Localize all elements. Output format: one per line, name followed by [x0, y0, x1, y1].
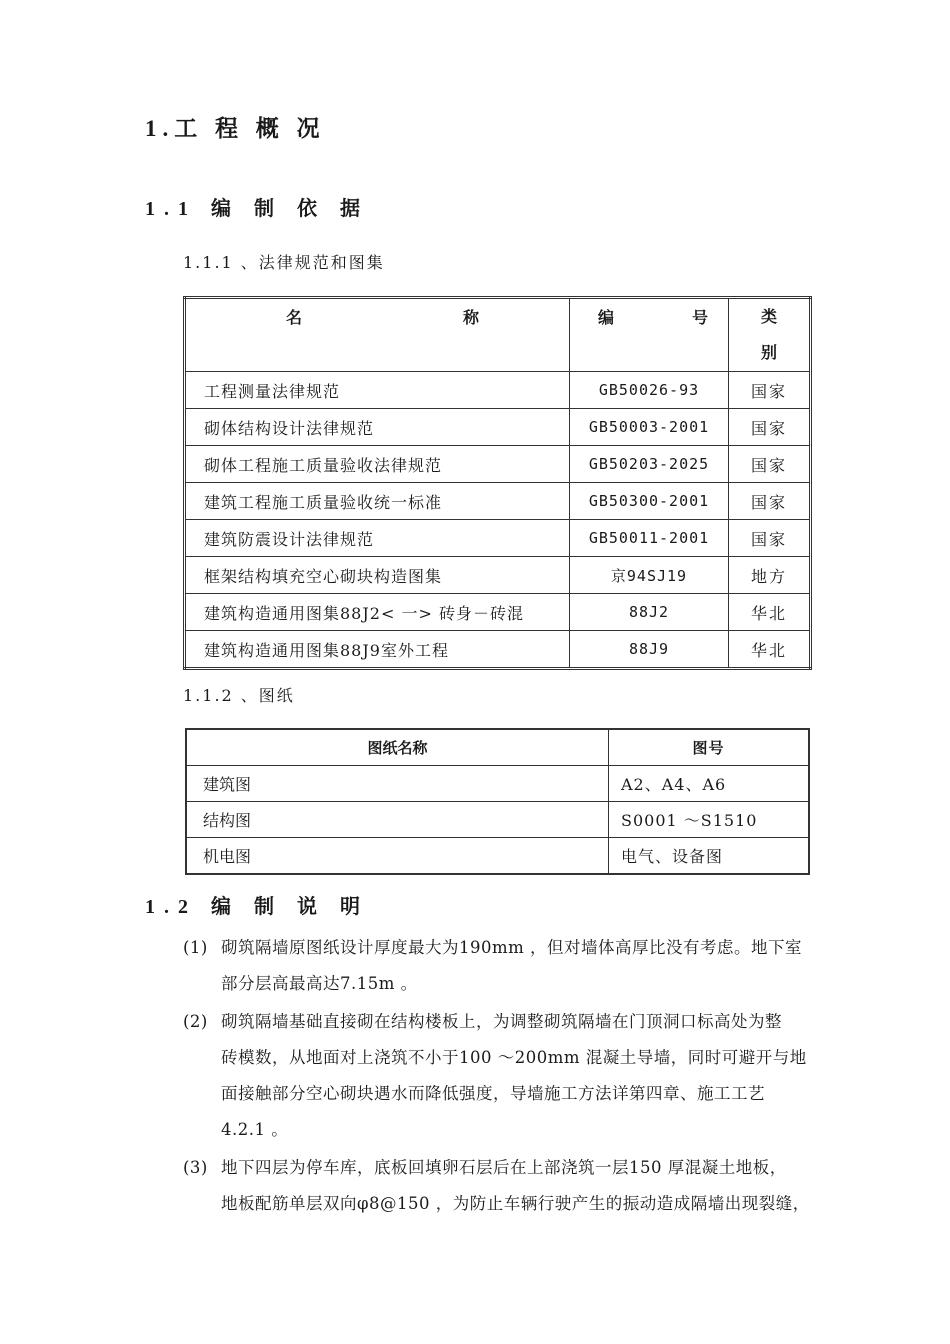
- note-line: 4.2.1 。: [221, 1120, 289, 1139]
- page-heading: 1.工 程 概 况: [145, 116, 326, 141]
- header-code-char-1: 编: [598, 308, 615, 327]
- header-name: [185, 298, 570, 372]
- row-category: 地方: [729, 557, 811, 594]
- row-name: 建筑构造通用图集88J9室外工程: [185, 631, 570, 669]
- row-name: 工程测量法律规范: [185, 372, 570, 409]
- note-number: (1): [183, 938, 208, 957]
- standards-table: [183, 296, 812, 670]
- row-code: GB50300-2001: [570, 483, 729, 520]
- table-row: [185, 446, 811, 483]
- row-category: 华北: [729, 631, 811, 669]
- section-title-basis: 1.1 编 制 依 据: [145, 198, 369, 220]
- drawing-code: A2、A4、A6: [609, 766, 810, 802]
- standards-table-header: [185, 298, 811, 372]
- row-name: 建筑工程施工质量验收统一标准: [185, 483, 570, 520]
- row-category: 国家: [729, 483, 811, 520]
- header-category: [729, 298, 811, 372]
- drawings-table: [185, 728, 810, 875]
- table-row: [185, 520, 811, 557]
- row-name: 建筑构造通用图集88J2< 一> 砖身－砖混: [185, 594, 570, 631]
- row-code: GB50026-93: [570, 372, 729, 409]
- row-category: 国家: [729, 446, 811, 483]
- drawings-table-header: [186, 729, 809, 766]
- note-item-2: [183, 1004, 863, 1148]
- note-line: 砖模数，从地面对上浇筑不小于100 ～200mm 混凝土导墙，同时可避开与地: [221, 1048, 807, 1067]
- note-line: 地板配筋单层双向φ8@150 ，为防止车辆行驶产生的振动造成隔墙出现裂缝，: [221, 1194, 810, 1213]
- row-code: 88J9: [570, 631, 729, 669]
- row-category: 华北: [729, 594, 811, 631]
- note-number: (3): [183, 1158, 208, 1177]
- row-name: 砌体结构设计法律规范: [185, 409, 570, 446]
- header-name-char-1: 名: [286, 308, 303, 327]
- section-title-notes: 1.2 编 制 说 明: [145, 896, 369, 918]
- table-row: [185, 372, 811, 409]
- note-item-3: [183, 1150, 863, 1222]
- table-row: [186, 802, 809, 838]
- drawing-name: 建筑图: [186, 766, 609, 802]
- row-code: 京94SJ19: [570, 557, 729, 594]
- header-code-char-2: 号: [691, 308, 708, 327]
- note-number: (2): [183, 1012, 208, 1031]
- note-item-1: [183, 930, 863, 1002]
- drawing-name: 结构图: [186, 802, 609, 838]
- note-line: 部分层高最高达7.15m 。: [221, 974, 418, 993]
- drawing-name: 机电图: [186, 838, 609, 875]
- row-category: 国家: [729, 520, 811, 557]
- row-code: GB50003-2001: [570, 409, 729, 446]
- drawing-code: S0001 ～S1510: [609, 802, 810, 838]
- note-line: 面接触部分空心砌块遇水而降低强度，导墙施工方法详第四章、施工工艺: [221, 1084, 765, 1103]
- table-row: [185, 631, 811, 669]
- row-category: 国家: [729, 372, 811, 409]
- header-drawing-code: 图号: [609, 729, 810, 766]
- row-name: 建筑防震设计法律规范: [185, 520, 570, 557]
- table-row: [186, 766, 809, 802]
- note-line: 地下四层为停车库，底板回填卵石层后在上部浇筑一层150 厚混凝土地板，: [221, 1158, 787, 1177]
- drawing-code: 电气、设备图: [609, 838, 810, 875]
- header-name-char-2: 称: [462, 308, 479, 327]
- note-line: 砌筑隔墙原图纸设计厚度最大为190mm ，但对墙体高厚比没有考虑。地下室: [221, 938, 803, 957]
- row-code: GB50203-2025: [570, 446, 729, 483]
- row-name: 砌体工程施工质量验收法律规范: [185, 446, 570, 483]
- header-drawing-name: 图纸名称: [186, 729, 609, 766]
- note-line: 砌筑隔墙基础直接砌在结构楼板上，为调整砌筑隔墙在门顶洞口标高处为整: [221, 1012, 782, 1031]
- table-row: [186, 838, 809, 875]
- header-code: [570, 298, 729, 372]
- row-name: 框架结构填充空心砌块构造图集: [185, 557, 570, 594]
- table-row: [185, 594, 811, 631]
- header-category-char-1: 类: [760, 307, 777, 326]
- row-category: 国家: [729, 409, 811, 446]
- table-row: [185, 483, 811, 520]
- table-row: [185, 409, 811, 446]
- row-code: 88J2: [570, 594, 729, 631]
- table-row: [185, 557, 811, 594]
- header-category-char-2: 别: [760, 343, 777, 362]
- subsection-title-standards: 1.1.1 、法律规范和图集: [183, 253, 385, 272]
- row-code: GB50011-2001: [570, 520, 729, 557]
- subsection-title-drawings: 1.1.2 、图纸: [183, 686, 295, 705]
